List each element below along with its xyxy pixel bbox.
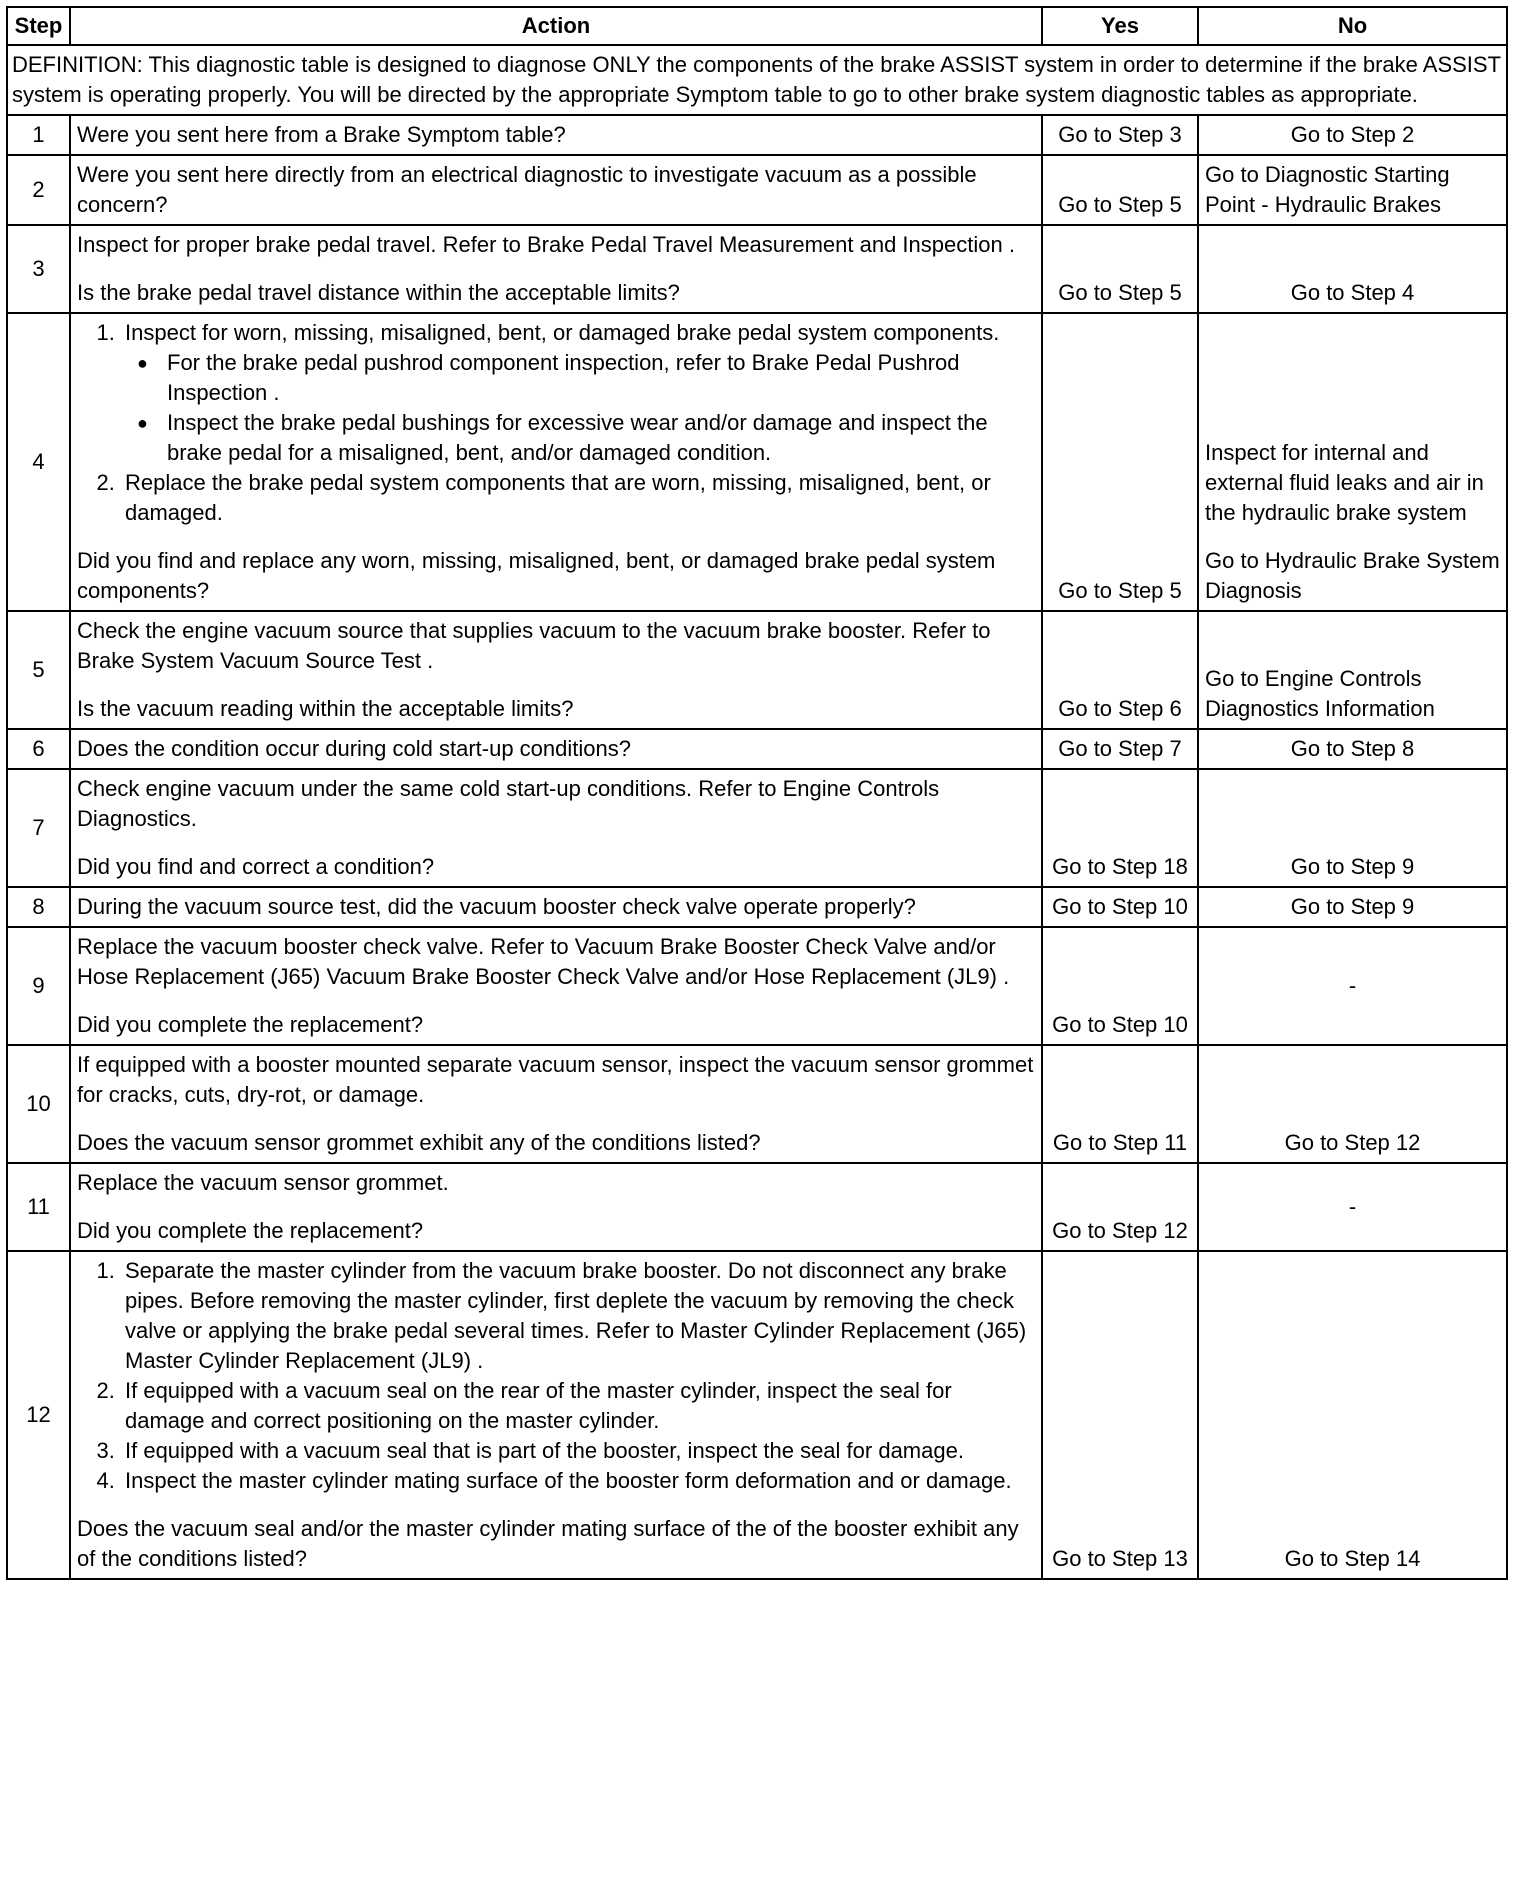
table-row (7, 927, 1507, 1045)
header-no: No (1198, 7, 1507, 45)
bullet-item: ● For the brake pedal pushrod component inspection, refer to Brake Pedal Pushrod Inspection . (161, 348, 1035, 408)
yes-link[interactable]: Go to Step 10 (1042, 927, 1198, 1045)
list-item: 3. If equipped with a vacuum seal that is part of the booster, inspect the seal for damage. (121, 1436, 1035, 1466)
step-number: 3 (7, 225, 70, 313)
question-text: Is the brake pedal travel distance within the acceptable limits? (77, 280, 680, 305)
list-item: 4. Inspect the master cylinder mating surface of the booster form deformation and or damage. (121, 1466, 1035, 1496)
header-step: Step (7, 7, 70, 45)
question-text: Is the vacuum reading within the acceptable limits? (77, 696, 574, 721)
action-text: If equipped with a booster mounted separate vacuum sensor, inspect the vacuum sensor grommet for cracks, cuts, dry-rot, or damage. (77, 1052, 1034, 1107)
action-cell (70, 225, 1042, 313)
step-number: 11 (7, 1163, 70, 1251)
yes-link[interactable]: Go to Step 5 (1042, 225, 1198, 313)
no-link[interactable]: Go to Step 4 (1198, 225, 1507, 313)
action-list (77, 318, 1035, 528)
table-row (7, 1045, 1507, 1163)
diagnostic-table (6, 6, 1508, 1580)
action-text: Check engine vacuum under the same cold start-up conditions. Refer to Engine Controls Diagnostics. (77, 776, 940, 831)
list-item: 1. Separate the master cylinder from the vacuum brake booster. Do not disconnect any brake pipes. Before removing the master cylinder, first deplete the vacuum by removing the check valve or applying the brake pedal several times. Refer to Master Cylinder Replacement (J65) Master Cylinder Replacement (JL9) . (121, 1256, 1035, 1376)
table-row (7, 225, 1507, 313)
action-text: Were you sent here from a Brake Symptom table? (70, 115, 1042, 155)
table-row (7, 115, 1507, 155)
step-number: 9 (7, 927, 70, 1045)
question-text: Did you complete the replacement? (77, 1012, 424, 1037)
question-text: Did you find and replace any worn, missing, misaligned, bent, or damaged brake pedal system components? (77, 548, 996, 603)
bullet-item: ● Inspect the brake pedal bushings for excessive wear and/or damage and inspect the brake pedal for a misaligned, bent, and/or damaged condition. (161, 408, 1035, 468)
bullet-list (125, 348, 1035, 468)
step-number: 6 (7, 729, 70, 769)
action-text: Check the engine vacuum source that supplies vacuum to the vacuum brake booster. Refer to Brake System Vacuum Source Test . (77, 618, 991, 673)
question-text: Does the vacuum seal and/or the master cylinder mating surface of the of the booster exhibit any of the conditions listed? (77, 1516, 1019, 1571)
list-item (121, 318, 1035, 468)
yes-link[interactable]: Go to Step 10 (1042, 887, 1198, 927)
action-cell (70, 1045, 1042, 1163)
yes-link[interactable]: Go to Step 3 (1042, 115, 1198, 155)
action-cell (70, 1251, 1042, 1579)
action-cell (70, 927, 1042, 1045)
step-number: 4 (7, 313, 70, 611)
step-number: 8 (7, 887, 70, 927)
table-row (7, 769, 1507, 887)
question-text: Does the vacuum sensor grommet exhibit any of the conditions listed? (77, 1130, 761, 1155)
definition-row (7, 45, 1507, 115)
table-row (7, 1163, 1507, 1251)
table-row (7, 611, 1507, 729)
definition-text: DEFINITION: This diagnostic table is designed to diagnose ONLY the components of the brake ASSIST system in order to determine if the brake ASSIST system is operating properly. You will be directed by the appropriate Symptom table to go to other brake system diagnostic tables as appropriate. (7, 45, 1507, 115)
question-text: Did you find and correct a condition? (77, 854, 435, 879)
action-text: Replace the vacuum sensor grommet. (77, 1170, 449, 1195)
action-cell (70, 611, 1042, 729)
table-row (7, 313, 1507, 611)
no-link[interactable]: Go to Hydraulic Brake System Diagnosis (1205, 548, 1500, 603)
yes-link[interactable]: Go to Step 5 (1042, 155, 1198, 225)
no-link[interactable]: Go to Step 9 (1198, 887, 1507, 927)
action-text: Does the condition occur during cold start-up conditions? (70, 729, 1042, 769)
action-text: Were you sent here directly from an electrical diagnostic to investigate vacuum as a possible concern? (70, 155, 1042, 225)
header-row (7, 7, 1507, 45)
action-cell (70, 1163, 1042, 1251)
step-number: 7 (7, 769, 70, 887)
no-link[interactable]: Go to Diagnostic Starting Point - Hydraulic Brakes (1198, 155, 1507, 225)
step-number: 10 (7, 1045, 70, 1163)
list-item: 2. Replace the brake pedal system components that are worn, missing, misaligned, bent, or damaged. (121, 468, 1035, 528)
no-link[interactable]: Go to Step 8 (1198, 729, 1507, 769)
question-text: Did you complete the replacement? (77, 1218, 424, 1243)
action-cell (70, 313, 1042, 611)
step-number: 2 (7, 155, 70, 225)
yes-link[interactable]: Go to Step 13 (1042, 1251, 1198, 1579)
yes-link[interactable]: Go to Step 6 (1042, 611, 1198, 729)
action-text: During the vacuum source test, did the vacuum booster check valve operate properly? (70, 887, 1042, 927)
action-text: Replace the vacuum booster check valve. Refer to Vacuum Brake Booster Check Valve and/or Hose Replacement (J65) Vacuum Brake Booster Check Valve and/or Hose Replacement (JL9) . (77, 934, 1010, 989)
no-link[interactable]: Go to Step 9 (1198, 769, 1507, 887)
step-number: 5 (7, 611, 70, 729)
no-link: - (1198, 927, 1507, 1045)
yes-link[interactable]: Go to Step 12 (1042, 1163, 1198, 1251)
no-note: Inspect for internal and external fluid leaks and air in the hydraulic brake system (1205, 440, 1484, 525)
no-cell (1198, 313, 1507, 611)
action-cell (70, 769, 1042, 887)
no-link[interactable]: Go to Step 14 (1198, 1251, 1507, 1579)
diagnostic-table-container (6, 6, 1506, 1580)
table-row (7, 729, 1507, 769)
step-number: 1 (7, 115, 70, 155)
action-text: Inspect for proper brake pedal travel. Refer to Brake Pedal Travel Measurement and Inspection . (77, 232, 1015, 257)
no-link[interactable]: Go to Step 12 (1198, 1045, 1507, 1163)
no-link[interactable]: Go to Step 2 (1198, 115, 1507, 155)
list-item: 2. If equipped with a vacuum seal on the rear of the master cylinder, inspect the seal for damage and correct positioning on the master cylinder. (121, 1376, 1035, 1436)
list-item-text: Inspect for worn, missing, misaligned, bent, or damaged brake pedal system components. (125, 320, 1000, 345)
table-row (7, 1251, 1507, 1579)
table-row (7, 887, 1507, 927)
yes-link[interactable]: Go to Step 5 (1042, 313, 1198, 611)
yes-link[interactable]: Go to Step 18 (1042, 769, 1198, 887)
yes-link[interactable]: Go to Step 7 (1042, 729, 1198, 769)
step-number: 12 (7, 1251, 70, 1579)
header-action: Action (70, 7, 1042, 45)
yes-link[interactable]: Go to Step 11 (1042, 1045, 1198, 1163)
no-link: - (1198, 1163, 1507, 1251)
table-row (7, 155, 1507, 225)
action-list (77, 1256, 1035, 1496)
no-link[interactable]: Go to Engine Controls Diagnostics Information (1198, 611, 1507, 729)
header-yes: Yes (1042, 7, 1198, 45)
